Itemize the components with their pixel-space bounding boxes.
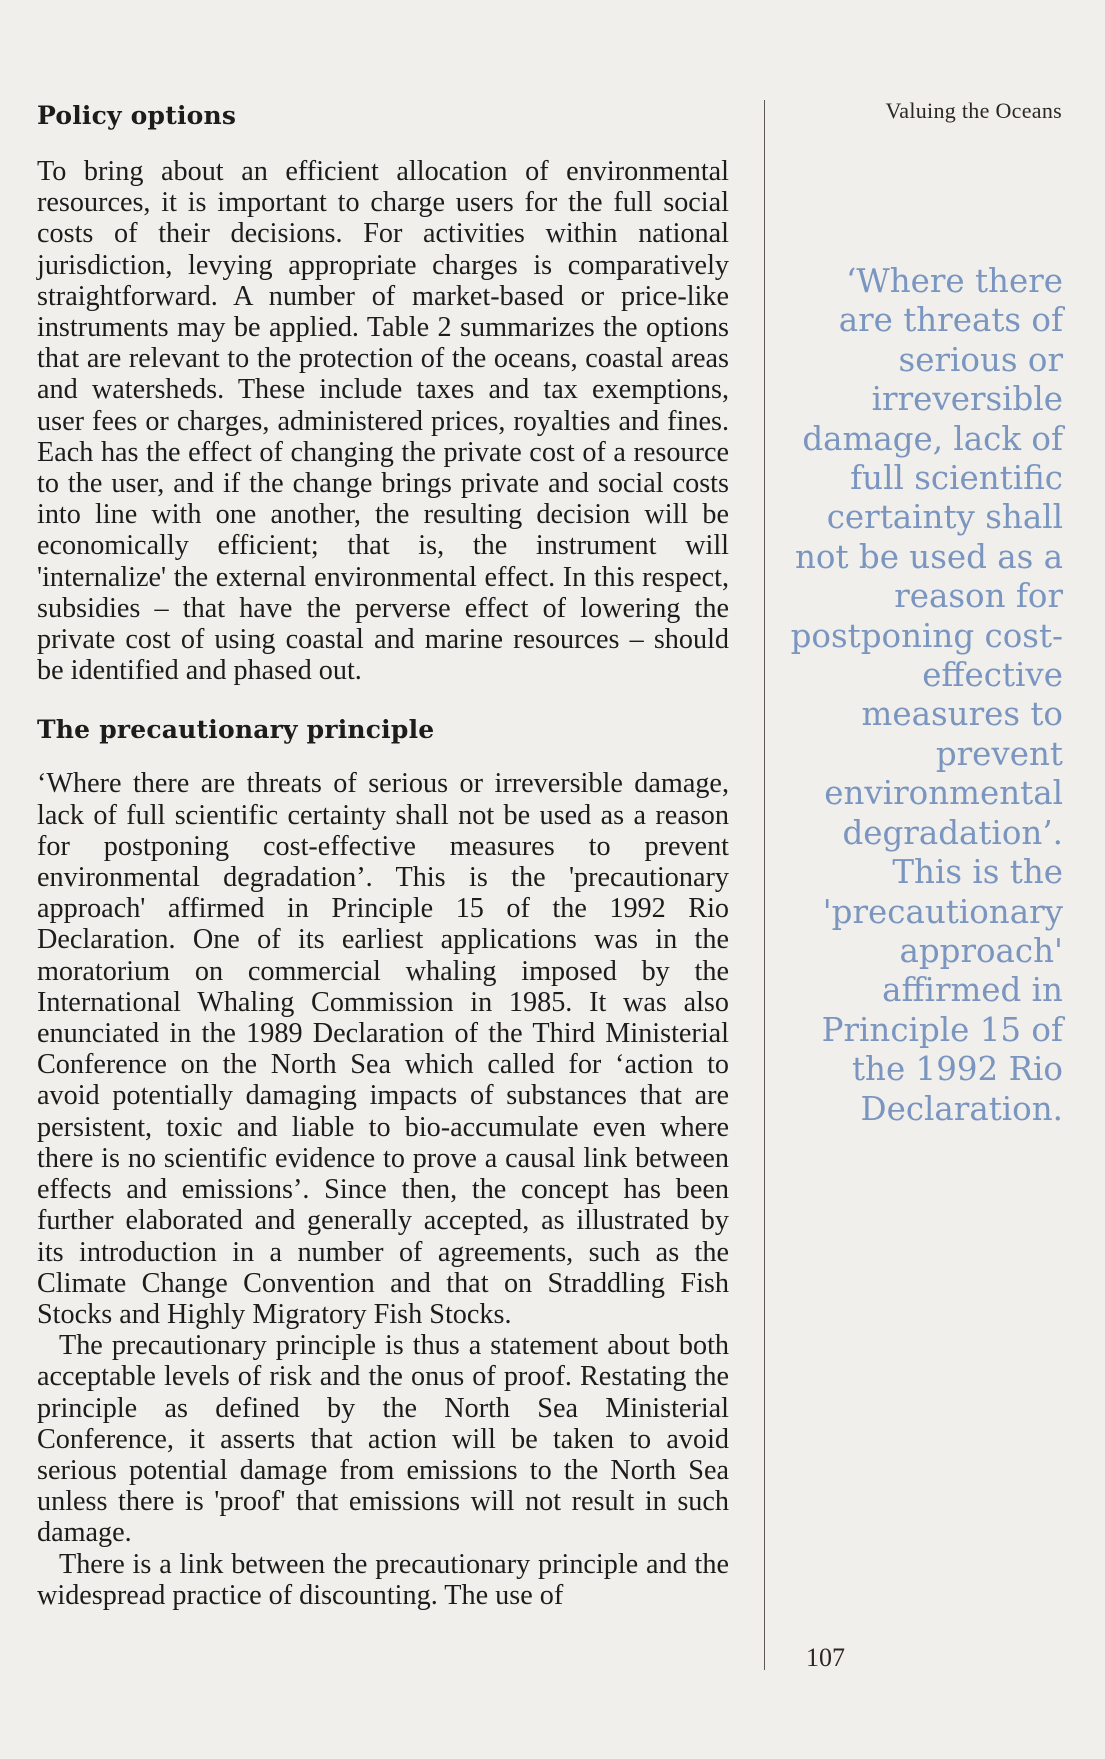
precaution-paragraph-3: There is a link between the precautionary principle and the widespread practice of discounting. The use of bbox=[37, 1548, 729, 1611]
column-divider bbox=[764, 100, 765, 1670]
precaution-paragraph-1: ‘Where there are threats of serious or irreversible damage, lack of full scientific certainty shall not be used as a reason for postponing cost-effective measures to prevent environmental degradation’. This is the 'precautionary approach' affirmed in Principle 15 of the 1992 Rio Declaration. One of its earliest applications was in the moratorium on commercial whaling imposed by the International Whaling Commission in 1985. It was also enunciated in the 1989 Declaration of the Third Ministerial Conference on the North Sea which called for ‘action to avoid potentially damaging impacts of substances that are persistent, toxic and liable to bio-accumulate even where there is no scientific evidence to prove a causal link between effects and emissions’. Since then, the concept has been further elaborated and generally accepted, as illustrated by its introduction in a number of agreements, such as the Climate Change Convention and that on Straddling Fish Stocks and Highly Migratory Fish Stocks. bbox=[37, 768, 729, 1330]
precaution-paragraph-2: The precautionary principle is thus a statement about both acceptable levels of risk and the onus of proof. Restating the principle as defined by the North Sea Ministerial Conference, it asserts that action will be taken to avoid serious potential damage from emissions to the North Sea unless there is 'proof' that emissions will not result in such damage. bbox=[37, 1330, 729, 1549]
running-head: Valuing the Oceans bbox=[885, 98, 1062, 123]
policy-options-heading: Policy options bbox=[37, 101, 237, 130]
precautionary-principle-heading: The precautionary principle bbox=[37, 715, 435, 745]
pull-quote: ‘Where there are threats of serious or irreversible damage, lack of full scientific certainty shall not be used as a reason for postponing cost-effective measures to prevent environmental degradation’. This is the 'precautionary approach' affirmed in Principle 15 of the 1992 Rio Declaration. bbox=[790, 262, 1063, 1128]
policy-options-paragraph: To bring about an efficient allocation of environmental resources, it is important to charge users for the full social costs of their decisions. For activities within national jurisdiction, levying appropriate charges is comparatively straightforward. A number of market-based or price-like instruments may be applied. Table 2 summarizes the options that are relevant to the protection of the oceans, coastal areas and watersheds. These include taxes and tax exemptions, user fees or charges, administered prices, royalties and fines. Each has the effect of changing the private cost of a resource to the user, and if the change brings private and social costs into line with one another, the resulting decision will be economically efficient; that is, the instrument will 'internalize' the external environmental effect. In this respect, subsidies – that have the perverse effect of lowering the private cost of using coastal and marine resources – should be identified and phased out. bbox=[37, 156, 729, 687]
main-text-column bbox=[37, 96, 729, 1611]
page-number: 107 bbox=[806, 1643, 845, 1672]
